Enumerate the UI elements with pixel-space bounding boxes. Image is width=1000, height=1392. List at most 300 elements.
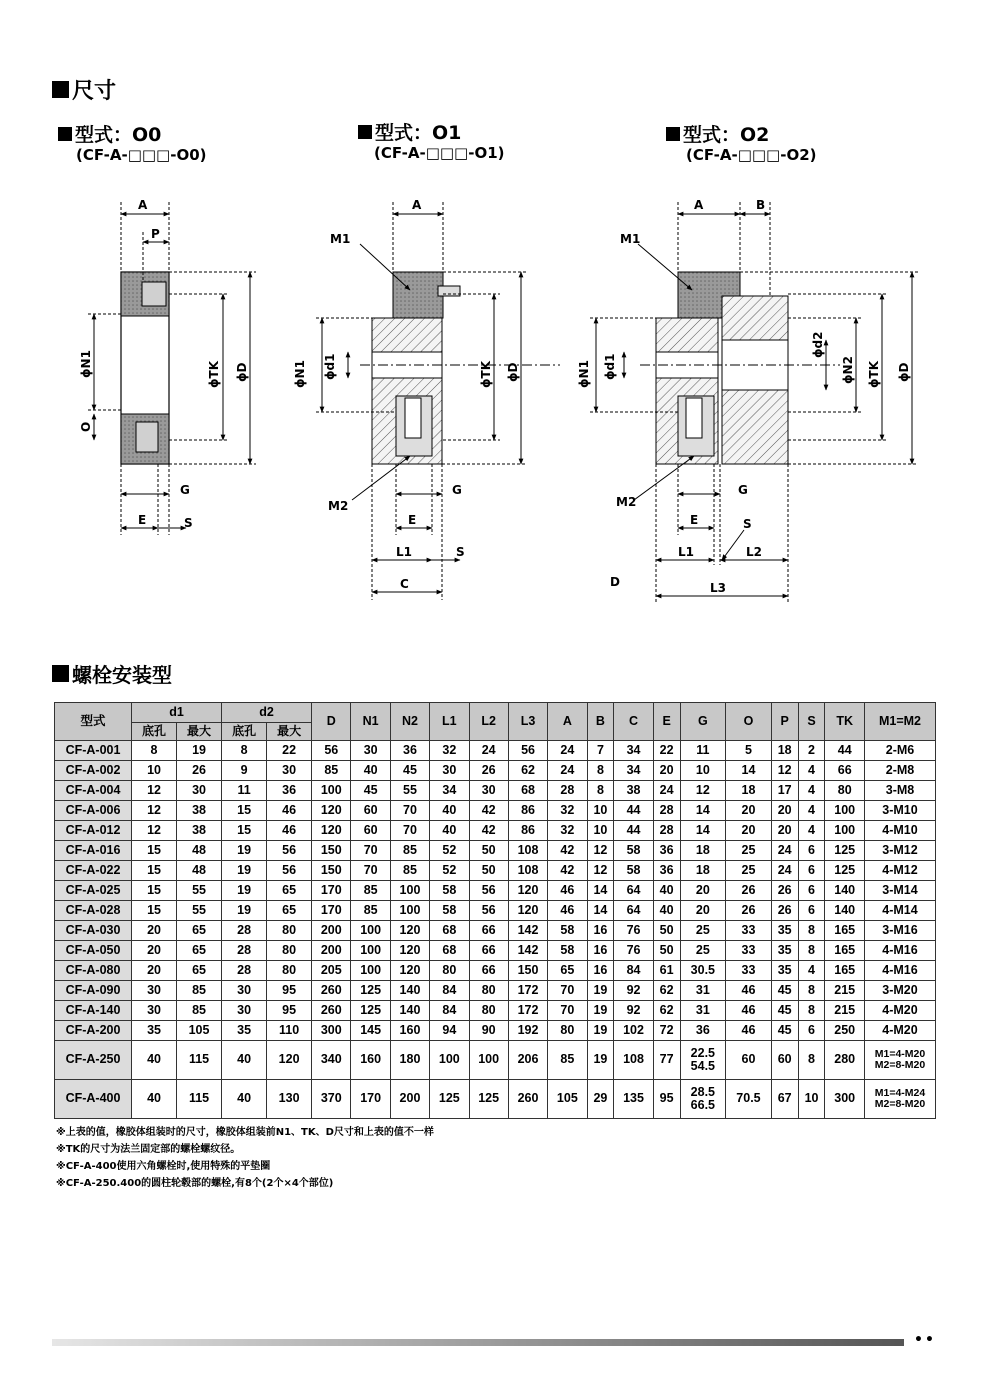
table-cell: 6	[798, 881, 825, 901]
dim-label-n1: ϕN1	[577, 360, 591, 388]
table-cell: 31	[680, 981, 726, 1001]
table-cell: 19	[587, 1021, 614, 1041]
table-cell: 61	[653, 961, 680, 981]
table-cell: 165	[825, 961, 865, 981]
table-cell: 76	[614, 921, 653, 941]
table-cell: 17	[771, 781, 798, 801]
table-cell: 125	[825, 861, 865, 881]
table-cell: 80	[825, 781, 865, 801]
table-cell: 30	[430, 761, 469, 781]
table-cell: 84	[430, 981, 469, 1001]
table-cell: 6	[798, 861, 825, 881]
dim-label-e: E	[408, 513, 417, 527]
table-cell: 36	[653, 861, 680, 881]
type-code-o0: (CF-A-□□□-O0)	[76, 146, 207, 164]
table-cell: 8	[798, 941, 825, 961]
dim-label-d1: ϕd1	[323, 353, 337, 380]
dim-label-l1: L1	[396, 545, 412, 559]
table-cell: 26	[177, 761, 222, 781]
table-cell: 12	[771, 761, 798, 781]
table-cell: 105	[177, 1021, 222, 1041]
table-cell: 260	[312, 1001, 351, 1021]
table-cell: 35	[771, 921, 798, 941]
table-cell: 92	[614, 981, 653, 1001]
table-row	[55, 1021, 936, 1041]
table-cell: 58	[548, 941, 587, 961]
table-cell: 10	[132, 761, 177, 781]
table-cell: 15	[132, 881, 177, 901]
table-cell: 28	[548, 781, 587, 801]
table-cell: 38	[177, 801, 222, 821]
table-cell: 7	[587, 741, 614, 761]
table-cell: 44	[614, 821, 653, 841]
table-row	[55, 921, 936, 941]
table-cell: 56	[267, 841, 312, 861]
col-header-d2: d2	[222, 703, 312, 723]
table-cell: 65	[177, 941, 222, 961]
label-m2: M2	[328, 499, 349, 513]
table-cell: 77	[653, 1041, 680, 1080]
table-cell: 66	[469, 961, 508, 981]
table-cell: 68	[430, 921, 469, 941]
table-cell: 10	[798, 1080, 825, 1119]
table-cell-model: CF-A-200	[55, 1021, 132, 1041]
table-cell: 20	[132, 941, 177, 961]
table-cell: 150	[508, 961, 547, 981]
table-cell: 85	[351, 881, 390, 901]
table-cell: 58	[548, 921, 587, 941]
table-cell: 40	[653, 881, 680, 901]
table-cell: 11	[680, 741, 726, 761]
table-cell: 120	[312, 821, 351, 841]
type-title-o0: 型式：O0	[58, 120, 161, 147]
table-cell: 24	[469, 741, 508, 761]
table-cell: 30	[177, 781, 222, 801]
table-cell: 32	[430, 741, 469, 761]
table-cell: 3-M12	[865, 841, 936, 861]
table-cell: 300	[825, 1080, 865, 1119]
table-cell: 14	[587, 901, 614, 921]
table-cell: 19	[222, 901, 267, 921]
table-cell: 80	[548, 1021, 587, 1041]
table-cell: 4	[798, 821, 825, 841]
dim-label-l3: L3	[710, 581, 726, 595]
table-cell: 42	[469, 821, 508, 841]
dim-label-e: E	[690, 513, 699, 527]
table-cell: 15	[222, 801, 267, 821]
table-cell: 46	[726, 1001, 772, 1021]
table-cell: 20	[653, 761, 680, 781]
table-cell: 45	[351, 781, 390, 801]
table-cell: 40	[222, 1041, 267, 1080]
table-cell: 120	[390, 961, 429, 981]
table-cell: 30.5	[680, 961, 726, 981]
table-cell: 56	[469, 881, 508, 901]
table-cell: 18	[680, 861, 726, 881]
col-header: C	[614, 703, 653, 741]
table-cell: 20	[132, 921, 177, 941]
table-cell: 16	[587, 921, 614, 941]
table-cell: 40	[430, 801, 469, 821]
table-cell-model: CF-A-012	[55, 821, 132, 841]
table-cell: 2-M6	[865, 741, 936, 761]
table-header-row	[55, 703, 936, 723]
table-cell: 140	[825, 901, 865, 921]
table-cell: 68	[430, 941, 469, 961]
table-cell-model: CF-A-140	[55, 1001, 132, 1021]
table-cell: 108	[508, 861, 547, 881]
table-cell: 95	[267, 1001, 312, 1021]
table-cell: 44	[825, 741, 865, 761]
table-cell: 100	[351, 941, 390, 961]
table-cell: 172	[508, 1001, 547, 1021]
table-cell: 60	[351, 801, 390, 821]
table-cell: 95	[267, 981, 312, 1001]
table-cell: 50	[469, 861, 508, 881]
col-subheader-bore: 底孔	[222, 723, 267, 741]
table-cell: 62	[508, 761, 547, 781]
table-cell: 70.5	[726, 1080, 772, 1119]
table-cell-model: CF-A-022	[55, 861, 132, 881]
table-cell: 15	[132, 841, 177, 861]
table-cell: 40	[351, 761, 390, 781]
table-cell-model: CF-A-050	[55, 941, 132, 961]
col-header: G	[680, 703, 726, 741]
table-cell: 15	[132, 861, 177, 881]
table-cell: 26	[771, 901, 798, 921]
dim-label-l2: L2	[746, 545, 762, 559]
table-cell: 25	[726, 841, 772, 861]
table-cell: 31	[680, 1001, 726, 1021]
table-cell: 65	[267, 901, 312, 921]
table-cell: 108	[508, 841, 547, 861]
table-cell: 18	[771, 741, 798, 761]
table-cell: 34	[614, 741, 653, 761]
table-cell: 62	[653, 1001, 680, 1021]
table-cell: 2-M8	[865, 761, 936, 781]
dimension-drawings	[0, 0, 1000, 640]
section-title-bolt-mount: 螺栓安装型	[52, 659, 172, 688]
table-cell: 25	[726, 861, 772, 881]
table-cell: 120	[390, 921, 429, 941]
table-cell: 46	[726, 981, 772, 1001]
table-cell: 300	[312, 1021, 351, 1041]
table-cell: 40	[430, 821, 469, 841]
table-cell: 9	[222, 761, 267, 781]
type-code-o1: (CF-A-□□□-O1)	[374, 144, 505, 162]
table-cell: 85	[312, 761, 351, 781]
table-cell: 55	[177, 901, 222, 921]
table-cell: 56	[469, 901, 508, 921]
table-cell: 120	[312, 801, 351, 821]
dim-label-tk: ϕTK	[207, 360, 221, 388]
table-row	[55, 901, 936, 921]
table-cell: 85	[351, 901, 390, 921]
table-cell: 24	[771, 841, 798, 861]
table-cell: 35	[222, 1021, 267, 1041]
table-cell: 28	[222, 941, 267, 961]
table-cell: 86	[508, 801, 547, 821]
drawing-o0	[88, 202, 256, 535]
table-cell: 46	[548, 881, 587, 901]
table-cell: 26	[469, 761, 508, 781]
table-cell: 34	[430, 781, 469, 801]
table-cell: 140	[390, 1001, 429, 1021]
table-cell: 14	[726, 761, 772, 781]
table-cell: 206	[508, 1041, 547, 1080]
table-cell: 46	[267, 801, 312, 821]
table-cell: 8	[587, 781, 614, 801]
table-cell: 19	[587, 1041, 614, 1080]
table-cell: 44	[614, 801, 653, 821]
table-cell: 72	[653, 1021, 680, 1041]
dim-label-d: ϕD	[506, 362, 520, 382]
table-cell: 45	[771, 981, 798, 1001]
table-cell: 30	[222, 1001, 267, 1021]
table-cell: 200	[312, 921, 351, 941]
table-cell: 24	[548, 761, 587, 781]
table-cell: 10	[680, 761, 726, 781]
dim-label-tk: ϕTK	[479, 360, 493, 388]
table-cell: 19	[177, 741, 222, 761]
dim-label-n2: ϕN2	[841, 356, 855, 384]
table-cell: 85	[177, 1001, 222, 1021]
table-cell: 42	[548, 841, 587, 861]
dim-label-a: A	[694, 198, 704, 212]
table-cell: 165	[825, 941, 865, 961]
table-cell: 60	[726, 1041, 772, 1080]
col-header: A	[548, 703, 587, 741]
table-cell-model: CF-A-250	[55, 1041, 132, 1080]
col-subheader-max: 最大	[267, 723, 312, 741]
table-cell: 165	[825, 921, 865, 941]
table-cell: 84	[430, 1001, 469, 1021]
table-cell: 65	[177, 961, 222, 981]
table-cell: 80	[469, 1001, 508, 1021]
dim-label-d: ϕD	[897, 362, 911, 382]
note-item: ※上表的值，橡胶体组装时的尺寸，橡胶体组装前N1、TK、D尺寸和上表的值不一样	[56, 1127, 434, 1138]
table-cell: 205	[312, 961, 351, 981]
table-cell: 22.5 54.5	[680, 1041, 726, 1080]
table-cell: 20	[726, 821, 772, 841]
table-cell: 67	[771, 1080, 798, 1119]
table-cell: 20	[132, 961, 177, 981]
table-cell: 100	[312, 781, 351, 801]
table-cell: 370	[312, 1080, 351, 1119]
note-item: ※TK的尺寸为法兰固定部的螺栓螺纹径。	[56, 1144, 241, 1155]
table-cell-model: CF-A-030	[55, 921, 132, 941]
table-cell: 8	[222, 741, 267, 761]
table-cell: 56	[508, 741, 547, 761]
table-cell: 28	[222, 961, 267, 981]
table-cell-model: CF-A-001	[55, 741, 132, 761]
table-cell-model: CF-A-090	[55, 981, 132, 1001]
table-cell: 140	[390, 981, 429, 1001]
table-cell: 30	[469, 781, 508, 801]
page-marker: ••	[914, 1332, 936, 1348]
table-cell: M1=4-M24 M2=8-M20	[865, 1080, 936, 1119]
table-row	[55, 941, 936, 961]
table-cell: 260	[508, 1080, 547, 1119]
table-cell: 100	[825, 801, 865, 821]
table-cell: 125	[351, 1001, 390, 1021]
table-cell-model: CF-A-025	[55, 881, 132, 901]
table-cell: 22	[267, 741, 312, 761]
table-cell: 8	[798, 921, 825, 941]
table-cell: 26	[726, 881, 772, 901]
table-cell: 76	[614, 941, 653, 961]
table-cell: 85	[177, 981, 222, 1001]
table-cell-model: CF-A-028	[55, 901, 132, 921]
type-title-o1: 型式：O1	[358, 118, 461, 145]
dim-label-g: G	[738, 483, 748, 497]
col-header: P	[771, 703, 798, 741]
section-title-dimensions: 尺寸	[52, 74, 116, 105]
table-cell: 10	[587, 821, 614, 841]
table-cell: 142	[508, 921, 547, 941]
table-row	[55, 861, 936, 881]
table-cell: 70	[548, 1001, 587, 1021]
table-cell: 86	[508, 821, 547, 841]
table-cell: 3-M20	[865, 981, 936, 1001]
table-row	[55, 821, 936, 841]
table-cell: 70	[351, 841, 390, 861]
table-row	[55, 801, 936, 821]
table-cell: 8	[798, 981, 825, 1001]
table-cell: 180	[390, 1041, 429, 1080]
table-cell: 100	[351, 961, 390, 981]
table-body	[55, 741, 936, 1119]
table-cell: 2	[798, 741, 825, 761]
table-cell: 33	[726, 961, 772, 981]
table-cell: 125	[469, 1080, 508, 1119]
dim-label-d-stray: D	[610, 575, 620, 589]
col-header: O	[726, 703, 772, 741]
type-code-o2: (CF-A-□□□-O2)	[686, 146, 817, 164]
dim-label-g: G	[452, 483, 462, 497]
table-cell: 34	[614, 761, 653, 781]
table-cell: 22	[653, 741, 680, 761]
table-cell: 24	[653, 781, 680, 801]
table-cell: 130	[267, 1080, 312, 1119]
table-cell-model: CF-A-002	[55, 761, 132, 781]
table-cell: 108	[614, 1041, 653, 1080]
table-cell-model: CF-A-006	[55, 801, 132, 821]
table-cell: 170	[351, 1080, 390, 1119]
table-cell: 28	[653, 801, 680, 821]
notes	[56, 1124, 434, 1192]
table-cell: 150	[312, 861, 351, 881]
table-cell: 20	[771, 821, 798, 841]
dim-label-n1: ϕN1	[293, 360, 307, 388]
col-header-d1: d1	[132, 703, 222, 723]
table-row	[55, 1001, 936, 1021]
table-cell: 60	[771, 1041, 798, 1080]
table-cell: 160	[351, 1041, 390, 1080]
table-cell: 64	[614, 881, 653, 901]
table-cell: 20	[680, 881, 726, 901]
table-cell: 100	[469, 1041, 508, 1080]
table-cell: 33	[726, 921, 772, 941]
table-cell: 4-M14	[865, 901, 936, 921]
table-cell: 84	[614, 961, 653, 981]
table-cell: 14	[587, 881, 614, 901]
table-cell: 46	[726, 1021, 772, 1041]
table-cell: 36	[653, 841, 680, 861]
table-cell: 36	[267, 781, 312, 801]
table-cell: 35	[771, 941, 798, 961]
table-cell: 85	[548, 1041, 587, 1080]
table-cell: 26	[771, 881, 798, 901]
table-cell: 32	[548, 801, 587, 821]
col-header: B	[587, 703, 614, 741]
table-cell: 145	[351, 1021, 390, 1041]
table-cell: 18	[726, 781, 772, 801]
table-cell: 19	[222, 861, 267, 881]
table-cell-model: CF-A-400	[55, 1080, 132, 1119]
table-row	[55, 741, 936, 761]
table-cell: 45	[771, 1021, 798, 1041]
dim-label-s: S	[456, 545, 465, 559]
table-cell: 70	[351, 861, 390, 881]
table-cell: 33	[726, 941, 772, 961]
table-cell: 16	[587, 961, 614, 981]
table-cell: 100	[825, 821, 865, 841]
table-cell: 26	[726, 901, 772, 921]
label-m1: M1	[620, 232, 641, 246]
table-cell: 160	[390, 1021, 429, 1041]
table-cell: 80	[267, 941, 312, 961]
table-cell: 52	[430, 861, 469, 881]
table-cell: 4-M20	[865, 1021, 936, 1041]
table-cell: 50	[653, 941, 680, 961]
col-header-model: 型式	[55, 703, 132, 741]
table-cell: 8	[798, 1041, 825, 1080]
dim-label-d2: ϕd2	[811, 331, 825, 358]
table-cell: 70	[548, 981, 587, 1001]
table-cell: 90	[469, 1021, 508, 1041]
col-header: N1	[351, 703, 390, 741]
table-row	[55, 761, 936, 781]
table-cell: 94	[430, 1021, 469, 1041]
table-cell: 15	[132, 901, 177, 921]
table-cell: 36	[390, 741, 429, 761]
col-subheader-bore: 底孔	[132, 723, 177, 741]
table-cell: M1=4-M20 M2=8-M20	[865, 1041, 936, 1080]
table-cell-model: CF-A-004	[55, 781, 132, 801]
table-cell: 192	[508, 1021, 547, 1041]
table-cell: 215	[825, 981, 865, 1001]
table-cell: 172	[508, 981, 547, 1001]
dim-label-d: ϕD	[235, 362, 249, 382]
table-row	[55, 1041, 936, 1080]
table-cell: 45	[390, 761, 429, 781]
table-cell: 80	[267, 961, 312, 981]
table-cell: 50	[469, 841, 508, 861]
table-row	[55, 1080, 936, 1119]
table-cell: 66	[469, 921, 508, 941]
drawing-o1	[316, 202, 560, 600]
table-cell: 56	[312, 741, 351, 761]
table-cell: 30	[132, 1001, 177, 1021]
table-cell: 25	[680, 921, 726, 941]
table-cell: 125	[351, 981, 390, 1001]
table-cell: 120	[508, 901, 547, 921]
note-item: ※CF-A-400使用六角螺栓时,使用特殊的平垫圈	[56, 1161, 271, 1172]
note-item: ※CF-A-250.400的圆柱轮毂部的螺栓,有8个(2个×4个部位)	[56, 1178, 334, 1189]
table-cell: 42	[469, 801, 508, 821]
col-header: S	[798, 703, 825, 741]
